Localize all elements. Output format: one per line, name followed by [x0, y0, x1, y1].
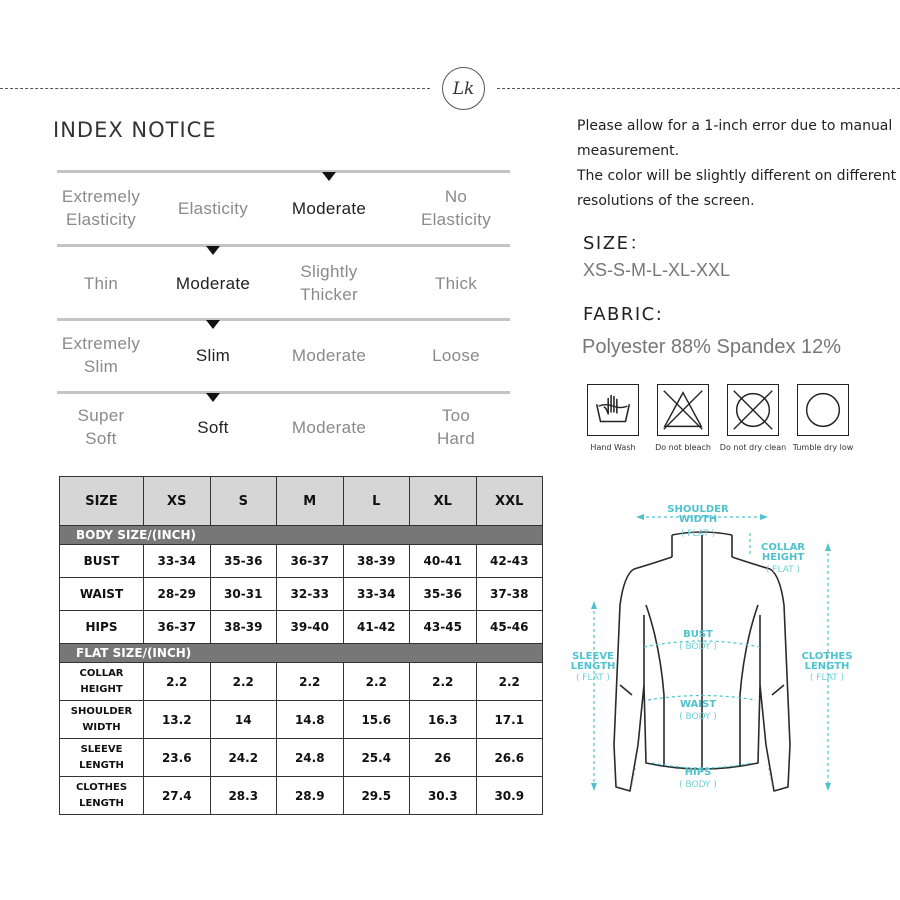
sleeve-length-sub: ( FLAT ) — [575, 673, 611, 683]
top-divider-left — [0, 88, 430, 89]
fabric-composition: Polyester 88% Spandex 12% — [582, 336, 842, 358]
index-selection-marker — [206, 393, 220, 402]
do-not-bleach-icon — [657, 384, 709, 436]
table-cell: 37-38 — [476, 578, 543, 611]
table-cell: 16.3 — [410, 701, 477, 739]
body-size-section: BODY SIZE/(INCH) — [60, 526, 543, 545]
table-cell: 30.3 — [410, 777, 477, 815]
table-cell: 26 — [410, 739, 477, 777]
size-heading: SIZE： — [583, 233, 649, 254]
hips-sub: ( BODY ) — [679, 780, 717, 790]
table-cell: 15.6 — [343, 701, 410, 739]
collar-height-label: COLLAR HEIGHT — [760, 542, 806, 563]
top-divider-right — [497, 88, 900, 89]
hips-label: HIPS — [684, 767, 712, 778]
index-option-selected: Moderate — [175, 273, 251, 293]
table-cell: 38-39 — [343, 545, 410, 578]
hand-wash-label: Hand Wash — [590, 443, 636, 452]
index-row-divider — [57, 170, 510, 173]
tumble-dry-low-icon — [797, 384, 849, 436]
table-cell: 25.4 — [343, 739, 410, 777]
size-header-cell: L — [343, 477, 410, 526]
index-option: Moderate — [291, 345, 367, 365]
fabric-heading: FABRIC: — [583, 304, 664, 325]
table-cell: 35-36 — [210, 545, 277, 578]
table-cell: 40-41 — [410, 545, 477, 578]
measurement-note: Please allow for a 1-inch error due to manual — [577, 118, 893, 134]
table-cell: 30.9 — [476, 777, 543, 815]
size-header-cell: S — [210, 477, 277, 526]
table-cell: 33-34 — [144, 545, 211, 578]
table-cell: 30-31 — [210, 578, 277, 611]
clothes-length-sub: ( FLAT ) — [809, 673, 845, 683]
table-cell: 28-29 — [144, 578, 211, 611]
row-label: BUST — [60, 545, 144, 578]
table-cell: 38-39 — [210, 611, 277, 644]
row-label: COLLAR HEIGHT — [60, 663, 144, 701]
table-cell: 2.2 — [343, 663, 410, 701]
index-option: Slightly Thicker — [300, 262, 358, 304]
waist-sub: ( BODY ) — [679, 712, 717, 722]
table-row — [60, 701, 543, 739]
index-option: Extremely Slim — [61, 334, 141, 376]
table-cell: 33-34 — [343, 578, 410, 611]
measurement-note-cont: measurement. — [577, 143, 680, 159]
table-cell: 14.8 — [277, 701, 344, 739]
table-cell: 41-42 — [343, 611, 410, 644]
shoulder-width-sub: ( FLAT ) — [680, 529, 716, 539]
table-cell: 13.2 — [144, 701, 211, 739]
table-row — [60, 578, 543, 611]
row-label: CLOTHES LENGTH — [60, 777, 144, 815]
index-option: Elasticity — [177, 198, 249, 218]
brand-logo: Lk — [442, 67, 485, 110]
row-label: SLEEVE LENGTH — [60, 739, 144, 777]
index-notice-title: INDEX NOTICE — [53, 118, 217, 142]
index-option: Super Soft — [77, 406, 125, 448]
bust-sub: ( BODY ) — [679, 642, 717, 652]
row-label: SHOULDER WIDTH — [60, 701, 144, 739]
size-header-label: SIZE — [60, 477, 144, 526]
index-option-selected: Slim — [195, 345, 231, 365]
index-option: Moderate — [291, 417, 367, 437]
index-option: Loose — [432, 345, 480, 365]
table-cell: 42-43 — [476, 545, 543, 578]
table-row — [60, 545, 543, 578]
table-cell: 28.9 — [277, 777, 344, 815]
size-header-cell: M — [277, 477, 344, 526]
table-row — [60, 777, 543, 815]
table-cell: 2.2 — [410, 663, 477, 701]
row-label: HIPS — [60, 611, 144, 644]
index-selection-marker — [206, 246, 220, 255]
index-option-selected: Soft — [197, 417, 229, 437]
table-cell: 35-36 — [410, 578, 477, 611]
size-header-cell: XS — [144, 477, 211, 526]
size-header-cell: XXL — [476, 477, 543, 526]
bust-label: BUST — [683, 629, 713, 640]
table-row — [60, 663, 543, 701]
index-option: Thin — [83, 273, 119, 293]
table-cell: 24.8 — [277, 739, 344, 777]
table-cell: 45-46 — [476, 611, 543, 644]
table-row — [60, 739, 543, 777]
table-cell: 14 — [210, 701, 277, 739]
tumble-dry-low-label: Tumble dry low — [792, 443, 854, 452]
table-cell: 39-40 — [277, 611, 344, 644]
table-cell: 32-33 — [277, 578, 344, 611]
color-note: The color will be slightly different on different — [577, 168, 897, 184]
table-cell: 36-37 — [144, 611, 211, 644]
index-row-divider — [57, 244, 510, 247]
waist-label: WAIST — [679, 699, 717, 710]
index-option: Thick — [434, 273, 478, 293]
do-not-dry-clean-label: Do not dry clean — [719, 443, 787, 452]
table-row — [60, 611, 543, 644]
table-cell: 23.6 — [144, 739, 211, 777]
size-range: XS-S-M-L-XL-XXL — [583, 260, 731, 280]
row-label: WAIST — [60, 578, 144, 611]
index-row-divider — [57, 391, 510, 394]
size-chart-table — [59, 476, 543, 815]
table-cell: 2.2 — [210, 663, 277, 701]
table-cell: 36-37 — [277, 545, 344, 578]
table-cell: 24.2 — [210, 739, 277, 777]
index-selection-marker — [206, 320, 220, 329]
table-cell: 2.2 — [277, 663, 344, 701]
sleeve-length-label: SLEEVE LENGTH — [570, 651, 616, 672]
collar-height-sub: ( FLAT ) — [765, 565, 801, 575]
hand-wash-icon — [587, 384, 639, 436]
table-cell: 29.5 — [343, 777, 410, 815]
flat-size-section: FLAT SIZE/(INCH) — [60, 644, 543, 663]
table-cell: 2.2 — [476, 663, 543, 701]
do-not-bleach-label: Do not bleach — [655, 443, 711, 452]
index-option: Too Hard — [436, 406, 476, 448]
clothes-length-label: CLOTHES LENGTH — [801, 651, 853, 672]
size-header-cell: XL — [410, 477, 477, 526]
index-option: Extremely Elasticity — [61, 187, 141, 229]
table-cell: 27.4 — [144, 777, 211, 815]
index-option-selected: Moderate — [291, 198, 367, 218]
color-note-cont: resolutions of the screen. — [577, 193, 755, 209]
index-selection-marker — [322, 172, 336, 181]
shoulder-width-label: SHOULDER WIDTH — [667, 504, 729, 525]
table-cell: 17.1 — [476, 701, 543, 739]
index-row-divider — [57, 318, 510, 321]
table-cell: 2.2 — [144, 663, 211, 701]
table-cell: 28.3 — [210, 777, 277, 815]
table-cell: 43-45 — [410, 611, 477, 644]
table-cell: 26.6 — [476, 739, 543, 777]
index-option: No Elasticity — [420, 187, 492, 229]
do-not-dry-clean-icon — [727, 384, 779, 436]
